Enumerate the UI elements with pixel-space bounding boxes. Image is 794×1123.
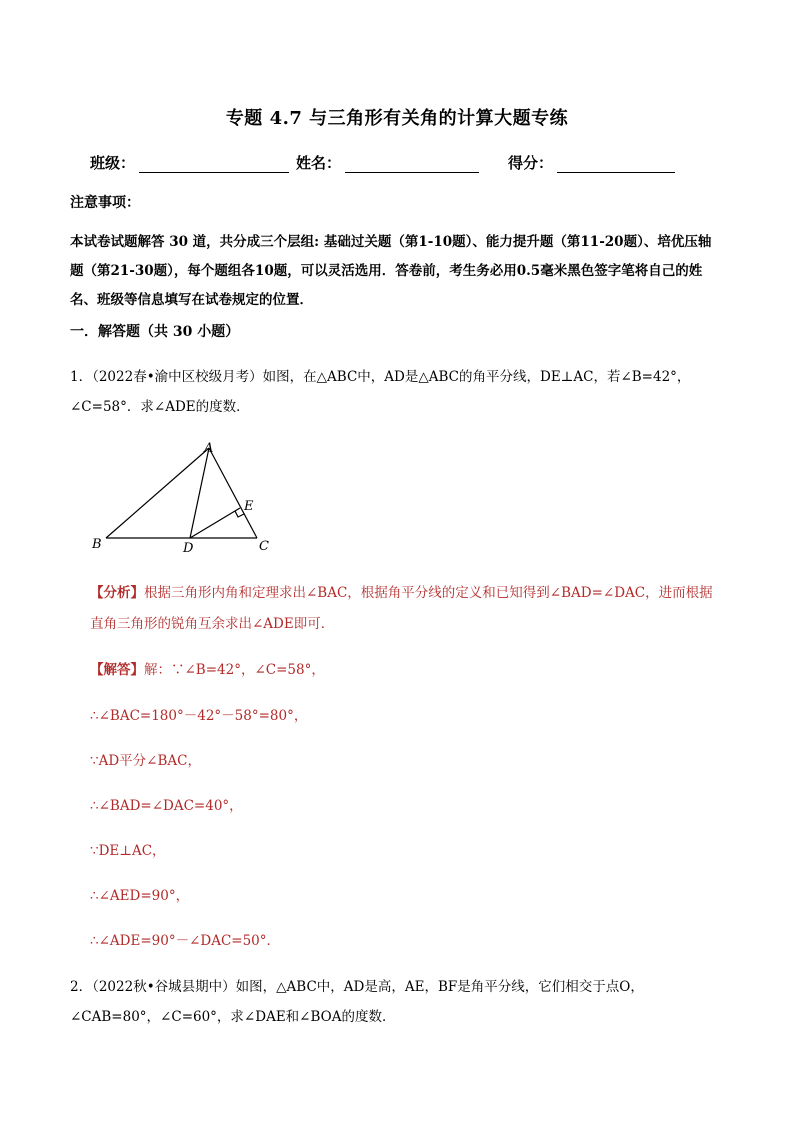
answer-tag: 【解答】 xyxy=(90,662,144,678)
class-field[interactable] xyxy=(90,152,289,173)
score-label: 得分： xyxy=(508,154,554,172)
score-blank-line[interactable] xyxy=(557,156,675,173)
analysis-block xyxy=(90,578,726,640)
analysis-text: 根据三角形内角和定理求出∠BAC，根据角平分线的定义和已知得到∠BAD=∠DAC，进而根据直角三角形的锐角互余求出∠ADE即可． xyxy=(90,585,713,632)
name-label: 姓名： xyxy=(296,154,342,172)
notice-text: 本试卷试题解答 30 道，共分成三个层组: 基础过关题（第1-10题）、能力提升题（第11-20题）、培优压轴题（第21-30题），每个题组各10题，可以灵活选用．答卷前，考生务必用0.5毫米黑色签字笔将自己的姓名、班级等信息填写在试卷规定的位置． xyxy=(70,234,712,308)
triangle-figure xyxy=(86,438,286,560)
notice-heading: 注意事项： xyxy=(70,195,140,211)
label-e: E xyxy=(244,499,254,514)
side-ac xyxy=(209,448,257,538)
page-title: 专题 4.7 与三角形有关角的计算大题专练 xyxy=(225,108,569,129)
question-1-text: （2022春•渝中区校级月考）如图，在△ABC中，AD是△ABC的角平分线，DE⊥AC，若∠B=42°，∠C=58°．求∠ADE的度数． xyxy=(70,369,691,415)
question-1 xyxy=(70,362,724,422)
perpendicular-de xyxy=(190,508,240,538)
student-info-row xyxy=(90,152,710,176)
label-b: B xyxy=(92,537,102,552)
question-2 xyxy=(70,972,724,1032)
label-a: A xyxy=(204,441,214,456)
question-2-text: （2022秋•谷城县期中）如图，△ABC中，AD是高，AE，BF是角平分线，它们相交于点O，∠CAB=80°，∠C=60°，求∠DAE和∠BOA的度数． xyxy=(70,979,644,1025)
name-blank-line[interactable] xyxy=(345,156,479,173)
answer-lead: 解：∵∠B=42°，∠C=58°， xyxy=(144,662,325,678)
solution-step: ∴∠AED=90°， xyxy=(90,888,190,904)
name-field[interactable] xyxy=(296,152,479,173)
class-blank-line[interactable] xyxy=(139,156,289,173)
class-label: 班级： xyxy=(90,154,136,172)
analysis-tag: 【分析】 xyxy=(90,585,144,601)
section-heading: 一．解答题（共 30 小题） xyxy=(70,324,240,340)
solution-step: ∵DE⊥AC， xyxy=(90,843,166,859)
question-1-number: 1． xyxy=(70,369,93,385)
solution-step: ∴∠BAD=∠DAC=40°， xyxy=(90,798,243,814)
label-c: C xyxy=(259,539,269,554)
score-field[interactable] xyxy=(508,152,675,173)
answer-heading xyxy=(90,658,325,678)
solution-step: ∴∠ADE=90°－∠DAC=50°． xyxy=(90,933,281,949)
label-d: D xyxy=(183,541,194,556)
solution-step: ∵AD平分∠BAC， xyxy=(90,753,201,769)
side-ab xyxy=(106,448,209,538)
solution-step: ∴∠BAC=180°－42°－58°=80°， xyxy=(90,708,308,724)
question-2-number: 2． xyxy=(70,979,93,995)
